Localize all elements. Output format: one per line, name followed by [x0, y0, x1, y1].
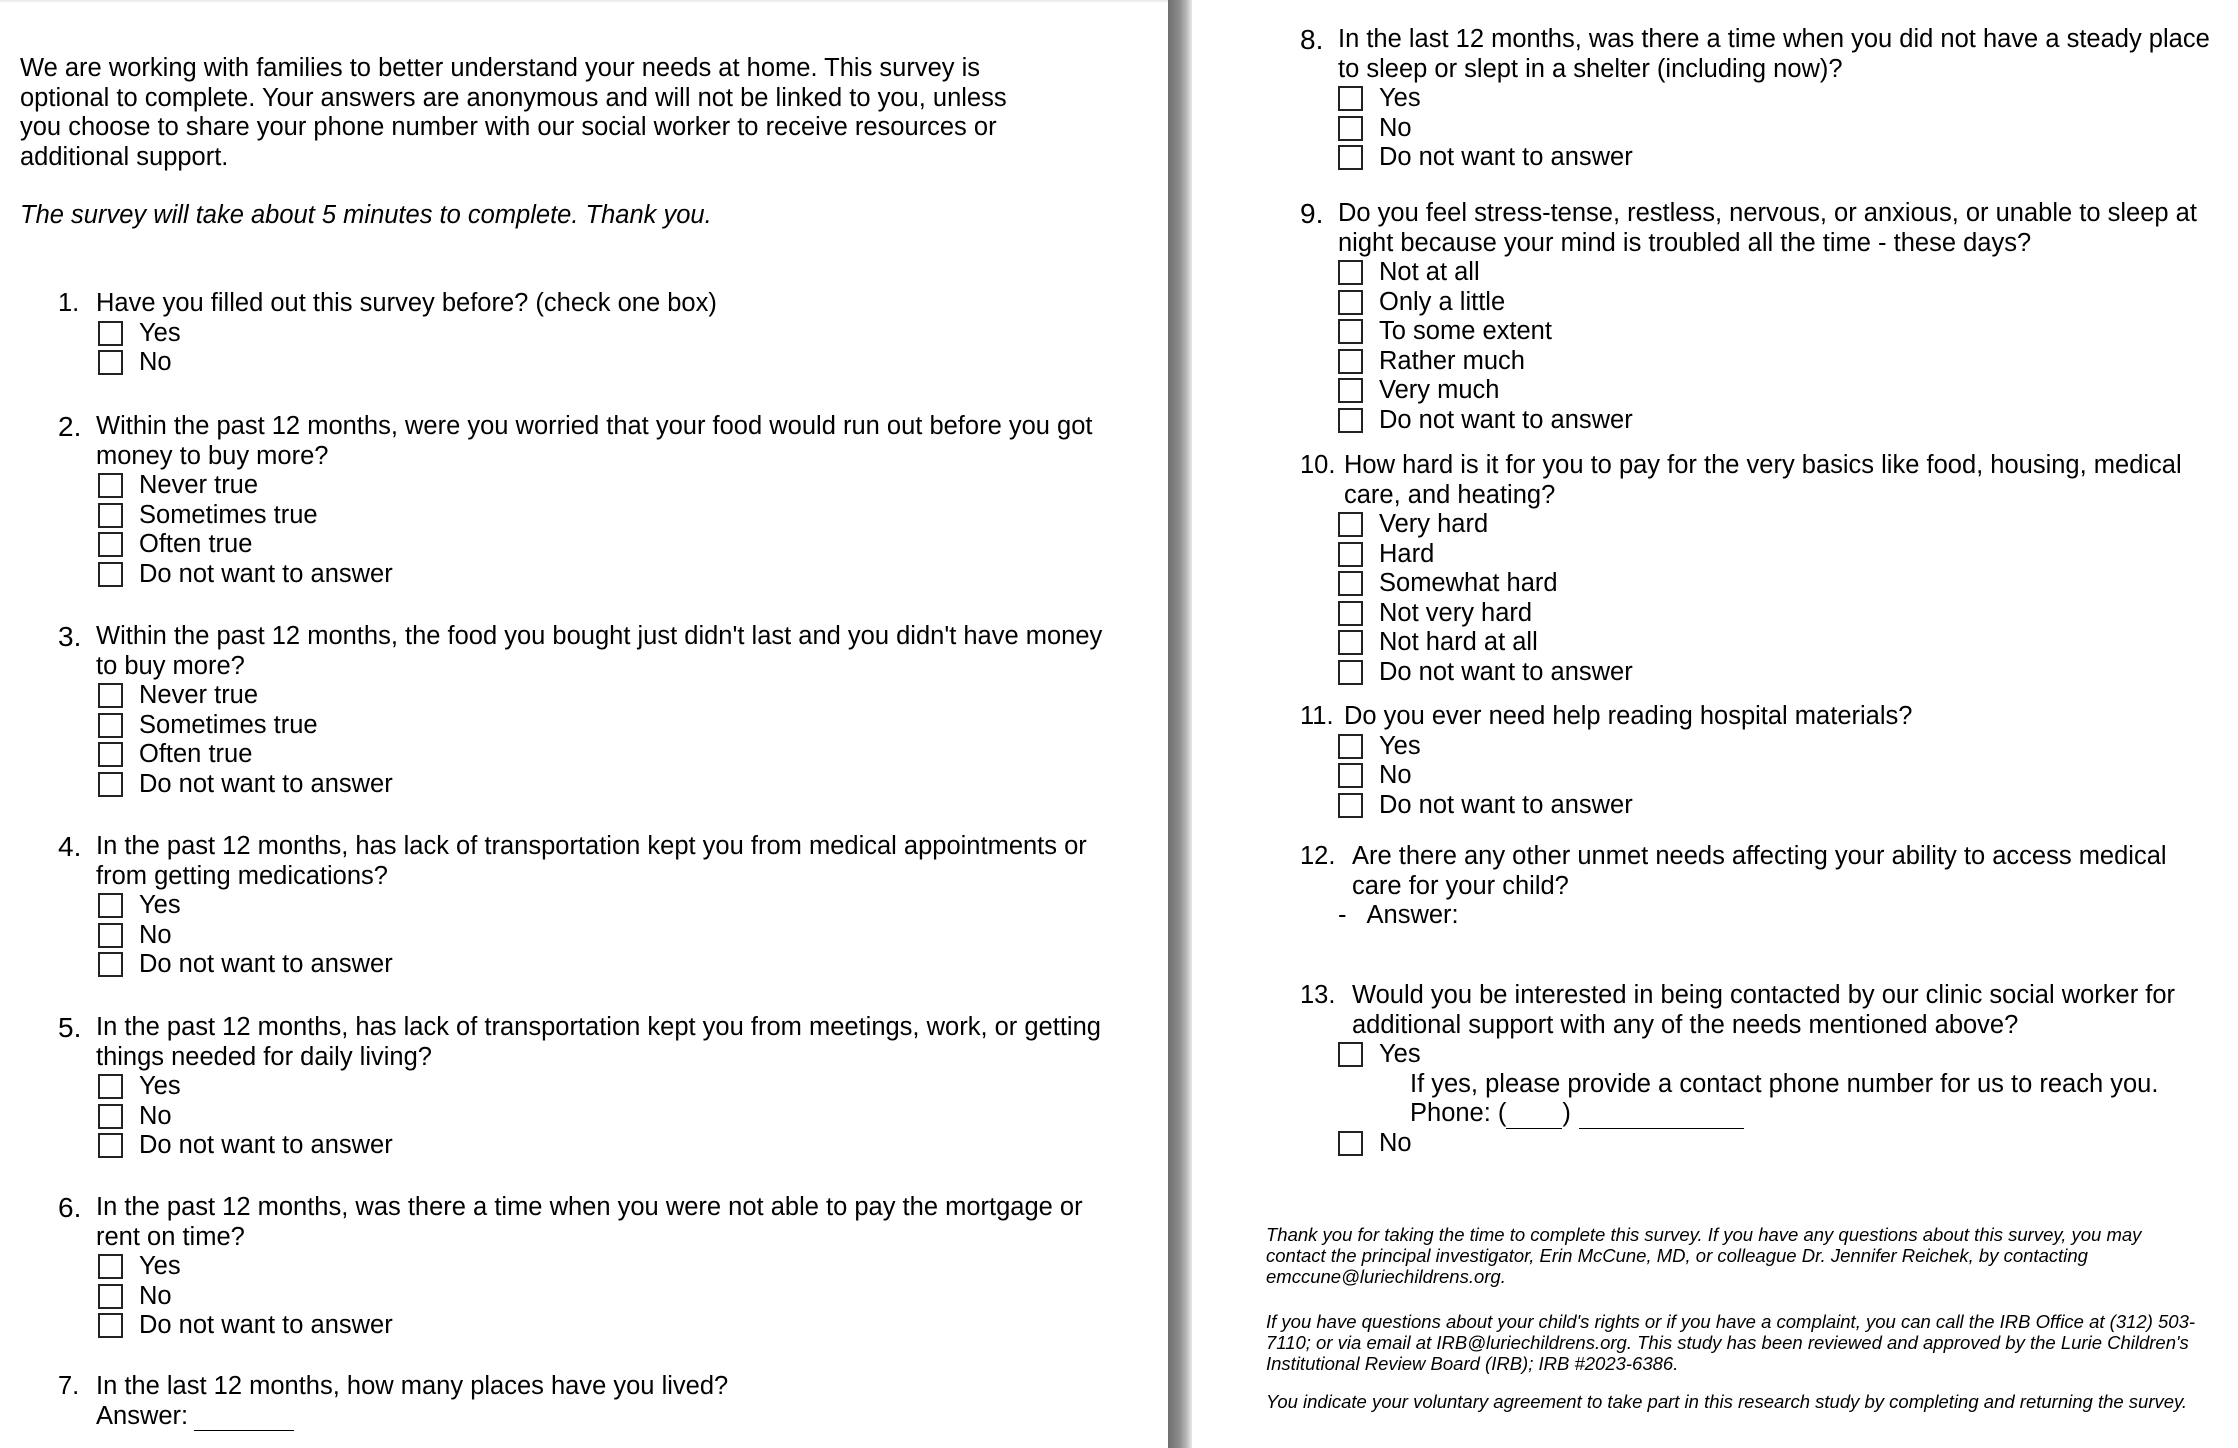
checkbox[interactable] — [1338, 793, 1363, 818]
option — [98, 348, 1118, 378]
option — [98, 1102, 1118, 1132]
question-number: 12. — [1300, 842, 1336, 870]
checkbox[interactable] — [98, 772, 123, 797]
option — [98, 560, 1118, 590]
option-label: Only a little — [1379, 287, 1506, 316]
followup-text: If yes, please provide a contact phone number for us to reach you. — [1410, 1069, 2159, 1098]
option — [1338, 406, 2210, 436]
checkbox[interactable] — [1338, 378, 1363, 403]
question-11 — [1300, 702, 2210, 820]
question-text: How hard is it for you to pay for the very basics like food, housing, medical care, and heating? — [1344, 451, 2182, 509]
question-number: 5. — [58, 1012, 82, 1043]
option — [98, 740, 1118, 770]
checkbox[interactable] — [98, 562, 123, 587]
option — [1338, 288, 2210, 318]
option — [98, 319, 1118, 349]
option-label: Very hard — [1379, 510, 1489, 538]
checkbox[interactable] — [1338, 1042, 1363, 1067]
option-label: No — [139, 1101, 172, 1130]
checkbox[interactable] — [1338, 660, 1363, 685]
answer-label: Answer: — [96, 1401, 189, 1430]
checkbox[interactable] — [1338, 1131, 1363, 1156]
option-label: Do not want to answer — [139, 1131, 393, 1159]
option-label: Do not want to answer — [1379, 405, 1633, 434]
option-label: Yes — [1379, 731, 1421, 760]
intro-note: The survey will take about 5 minutes to complete. Thank you. — [20, 201, 712, 229]
area-code-blank[interactable] — [1506, 1105, 1562, 1129]
option-label: Rather much — [1379, 346, 1525, 375]
checkbox[interactable] — [1338, 408, 1363, 433]
option — [98, 1252, 1118, 1282]
option — [1338, 628, 2210, 658]
checkbox[interactable] — [98, 893, 123, 918]
question-2 — [58, 412, 1118, 589]
checkbox[interactable] — [1338, 116, 1363, 141]
option — [98, 1282, 1118, 1312]
checkbox[interactable] — [98, 1313, 123, 1338]
question-text: In the last 12 months, how many places have you lived? — [96, 1372, 729, 1400]
option — [98, 1311, 1118, 1341]
question-number: 10. — [1300, 451, 1336, 479]
checkbox[interactable] — [98, 952, 123, 977]
question-10 — [1300, 451, 2210, 687]
question-number: 11. — [1300, 702, 1334, 730]
checkbox[interactable] — [1338, 630, 1363, 655]
question-6 — [58, 1193, 1118, 1341]
checkbox[interactable] — [98, 321, 123, 346]
question-number: 2. — [58, 411, 82, 442]
question-3 — [58, 622, 1118, 799]
page-top-edge — [0, 0, 1168, 3]
checkbox[interactable] — [1338, 734, 1363, 759]
option — [1338, 347, 2210, 377]
option — [1338, 258, 2210, 288]
checkbox[interactable] — [98, 350, 123, 375]
option — [98, 1131, 1118, 1161]
phone-close: ) — [1562, 1099, 1571, 1127]
option-label: Yes — [139, 891, 181, 919]
answer-label: Answer: — [1366, 901, 1459, 929]
option-label: Yes — [139, 1072, 181, 1100]
option — [1338, 1040, 2210, 1070]
question-number: 3. — [58, 621, 82, 652]
footer-contact: Thank you for taking the time to complete this survey. If you have any questions about this survey, you may contact the principal investigator, Erin McCune, MD, or colleague Dr. Jennifer Reichek, by contacting emccune@luriechildrens.org. — [1266, 1224, 2142, 1287]
question-number: 4. — [58, 831, 82, 862]
option — [98, 681, 1118, 711]
option-label: Do not want to answer — [1379, 657, 1633, 686]
question-text: In the past 12 months, has lack of transportation kept you from meetings, work, or getting things needed for daily living? — [96, 1013, 1101, 1071]
question-text: Within the past 12 months, the food you bought just didn't last and you didn't have money to buy more? — [96, 622, 1103, 680]
question-5 — [58, 1013, 1118, 1161]
option — [98, 471, 1118, 501]
option — [1338, 143, 2210, 173]
option-label: Not at all — [1379, 258, 1480, 286]
question-text: In the last 12 months, was there a time when you did not have a steady place to sleep or slept in a shelter (including now)? — [1338, 25, 2210, 83]
checkbox[interactable] — [98, 742, 123, 767]
phone-number-blank[interactable] — [1579, 1105, 1744, 1129]
option-label: Yes — [1379, 1040, 1421, 1068]
option-label: Sometimes true — [139, 710, 318, 739]
phone-row — [1338, 1099, 2210, 1129]
question-7 — [58, 1372, 1118, 1431]
checkbox[interactable] — [98, 1133, 123, 1158]
option — [98, 950, 1118, 980]
question-1 — [58, 289, 1118, 378]
checkbox[interactable] — [98, 503, 123, 528]
option-label: Yes — [139, 1252, 181, 1280]
question-number: 1. — [58, 289, 80, 317]
question-text: Have you filled out this survey before? (check one box) — [96, 289, 717, 317]
option — [1338, 791, 2210, 821]
question-number: 7. — [58, 1372, 80, 1400]
option — [1338, 317, 2210, 347]
option — [1338, 540, 2210, 570]
checkbox[interactable] — [98, 532, 123, 557]
page-gutter — [1168, 0, 1192, 1448]
option — [1338, 84, 2210, 114]
option-label: Do not want to answer — [139, 950, 393, 978]
option-label: Do not want to answer — [1379, 790, 1633, 819]
checkbox[interactable] — [1338, 290, 1363, 315]
option-label: Somewhat hard — [1379, 569, 1558, 597]
option-label: Not hard at all — [1379, 628, 1538, 656]
checkbox[interactable] — [1338, 319, 1363, 344]
question-text: Within the past 12 months, were you worried that your food would run out before you got money to buy more? — [96, 412, 1093, 470]
checkbox[interactable] — [1338, 145, 1363, 170]
checkbox[interactable] — [98, 683, 123, 708]
option-label: Do not want to answer — [139, 769, 393, 798]
option — [98, 770, 1118, 800]
question-text: In the past 12 months, has lack of transportation kept you from medical appointments or from getting medications? — [96, 832, 1087, 890]
option-label: Often true — [139, 740, 253, 768]
checkbox[interactable] — [1338, 763, 1363, 788]
checkbox[interactable] — [1338, 260, 1363, 285]
question-text: Would you be interested in being contacted by our clinic social worker for additional support with any of the needs mentioned above? — [1352, 981, 2176, 1039]
intro-paragraph: We are working with families to better understand your needs at home. This survey is optional to complete. Your answers are anonymous and will not be linked to you, unless you choose to share your phone number with our social worker to receive resources or additional support. — [20, 54, 1007, 171]
option — [98, 501, 1118, 531]
question-12 — [1300, 842, 2210, 931]
option — [1338, 510, 2210, 540]
option — [1338, 761, 2210, 791]
option — [1338, 658, 2210, 688]
option — [1338, 1129, 2210, 1159]
option — [98, 891, 1118, 921]
question-13 — [1300, 981, 2210, 1158]
footer-consent: You indicate your voluntary agreement to take part in this research study by completing and returning the survey. — [1266, 1391, 2188, 1412]
question-text: In the past 12 months, was there a time when you were not able to pay the mortgage or rent on time? — [96, 1193, 1083, 1251]
question-number: 6. — [58, 1192, 82, 1223]
answer-blank[interactable] — [194, 1407, 294, 1431]
phone-label: Phone: ( — [1410, 1099, 1507, 1127]
checkbox[interactable] — [1338, 86, 1363, 111]
option-label: Yes — [1379, 84, 1421, 112]
checkbox[interactable] — [98, 713, 123, 738]
option-label: Never true — [139, 681, 259, 709]
option-label: Very much — [1379, 376, 1500, 404]
question-number: 8. — [1300, 24, 1324, 55]
option — [1338, 732, 2210, 762]
question-text: Are there any other unmet needs affecting your ability to access medical care for your child? — [1352, 842, 2167, 900]
option-label: No — [1379, 761, 1412, 789]
question-9 — [1300, 199, 2210, 435]
checkbox[interactable] — [98, 1074, 123, 1099]
question-8 — [1300, 25, 2210, 173]
option — [1338, 569, 2210, 599]
option-label: Do not want to answer — [139, 1311, 393, 1339]
option — [1338, 114, 2210, 144]
option-label: Yes — [139, 318, 181, 347]
checkbox[interactable] — [98, 923, 123, 948]
option — [98, 711, 1118, 741]
option-label: Often true — [139, 530, 253, 558]
checkbox[interactable] — [98, 1284, 123, 1309]
checkbox[interactable] — [98, 1104, 123, 1129]
question-text: Do you feel stress-tense, restless, nervous, or anxious, or unable to sleep at night because your mind is troubled all the time - these days? — [1338, 199, 2197, 257]
option-label: No — [139, 1281, 172, 1310]
option — [1338, 599, 2210, 629]
question-number: 9. — [1300, 198, 1324, 229]
option-label: Not very hard — [1379, 598, 1533, 627]
footer-irb: If you have questions about your child's rights or if you have a complaint, you can call the IRB Office at (312) 503-7110; or via email at IRB@luriechildrens.org. This study has been reviewed and approved by the Lurie Children's Institutional Review Board (IRB); IRB #2023-6386. — [1266, 1311, 2196, 1374]
checkbox[interactable] — [1338, 512, 1363, 537]
option-label: Do not want to answer — [139, 559, 393, 588]
checkbox[interactable] — [98, 473, 123, 498]
option — [98, 530, 1118, 560]
option-label: Hard — [1379, 539, 1435, 568]
checkbox[interactable] — [98, 1254, 123, 1279]
checkbox[interactable] — [1338, 571, 1363, 596]
question-number: 13. — [1300, 981, 1336, 1009]
option-label: Sometimes true — [139, 500, 318, 529]
option-label: To some extent — [1379, 317, 1552, 345]
option — [98, 1072, 1118, 1102]
checkbox[interactable] — [1338, 542, 1363, 567]
option-label: Do not want to answer — [1379, 143, 1633, 171]
option-label: No — [1379, 1128, 1412, 1157]
option-label: No — [1379, 113, 1412, 142]
option-label: Never true — [139, 471, 259, 499]
checkbox[interactable] — [1338, 601, 1363, 626]
answer-dash: - — [1338, 901, 1347, 929]
question-4 — [58, 832, 1118, 980]
option — [98, 921, 1118, 951]
option — [1338, 376, 2210, 406]
option-label: No — [139, 920, 172, 949]
option-label: No — [139, 348, 172, 376]
question-text: Do you ever need help reading hospital materials? — [1344, 702, 1913, 730]
checkbox[interactable] — [1338, 349, 1363, 374]
